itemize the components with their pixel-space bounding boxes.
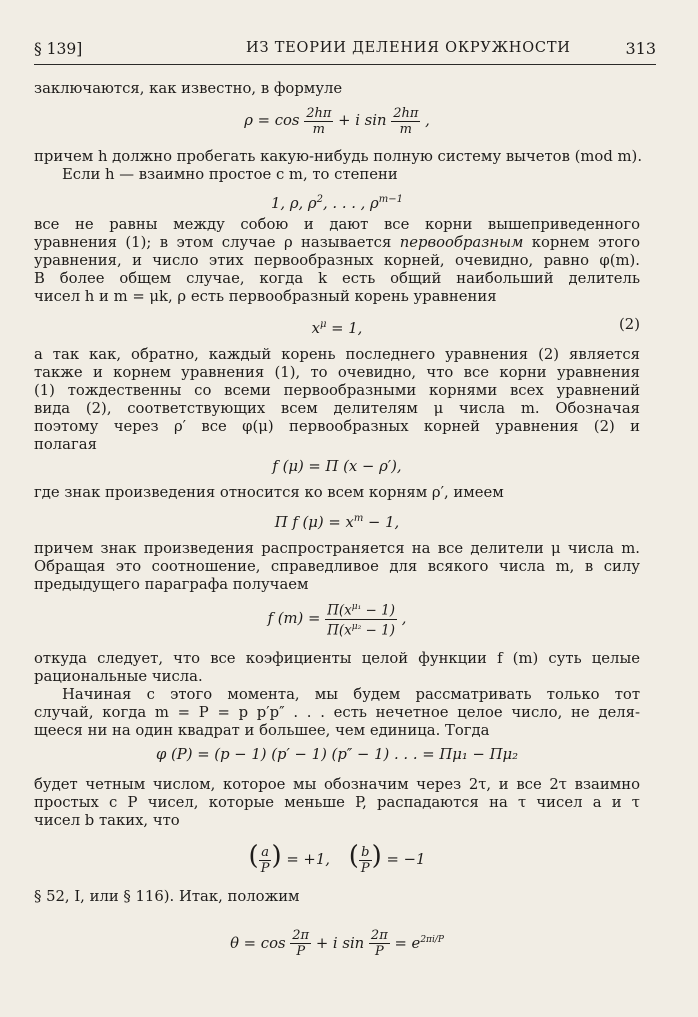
- text-line: уравнения (1); в этом случае ρ называется первообразным корнем этого: [34, 234, 640, 251]
- text-line: откуда следует, что все коэфициенты целой функции f (m) суть целые: [34, 650, 640, 667]
- text-line: простых с P чисел, которые меньше P, распадаются на τ чисел a и τ: [34, 794, 640, 811]
- text-line: где знак произведения относится ко всем корням ρ′, имеем: [34, 484, 504, 501]
- text-line: Начиная с этого момента, мы будем рассматривать только тот: [62, 686, 640, 703]
- text-line: (1) тождественны со всеми первообразными корнями всех уравнений: [34, 382, 640, 399]
- text-line: § 52, I, или § 116). Итак, положим: [34, 888, 300, 905]
- text-line: причем h должно пробегать какую-нибудь полную систему вычетов (mod m).: [34, 148, 643, 165]
- text-line: заключаются, как известно, в формуле: [34, 80, 343, 97]
- chapter-title: ИЗ ТЕОРИИ ДЕЛЕНИЯ ОКРУЖНОСТИ: [246, 40, 571, 56]
- formula-powers: 1, ρ, $\rho^2$, . . . , $\rho^{m-1}$: [271, 194, 403, 212]
- text-line: будет четным числом, которое мы обозначим через 2τ, и все 2τ взаимно: [34, 776, 640, 793]
- formula-legendre: ( $\frac{a}{P}$ ) = +1, ( $\frac{b}{P}$ ) = −1: [248, 841, 426, 876]
- text-line: полагая: [34, 436, 97, 453]
- text-line: причем знак произведения распространяется на все делители μ числа m.: [34, 540, 640, 557]
- text-line: чисел b таких, что: [34, 812, 180, 829]
- page-number: 313: [625, 39, 656, 58]
- text-line: В более общем случае, когда k есть общий наибольший делитель: [34, 270, 640, 287]
- formula-rho: ρ = cos $\frac{2h\pi}{m}$ + i sin $\frac{2h\pi}{m}$ ,: [244, 105, 430, 137]
- text-line: предыдущего параграфа получаем: [34, 576, 309, 593]
- formula-f-m: f (m) = $\frac{\Pi(x^{\mu_1} - 1)}{\Pi(x^{\mu_2} - 1)}$ ,: [267, 602, 407, 638]
- text-line: поэтому через ρ′ все φ(μ) первообразных корней уравнения (2) и: [34, 418, 640, 435]
- text-line: щееся ни на один квадрат и большее, чем единица. Тогда: [34, 722, 490, 739]
- text-line: все не равны между собою и дают все корни вышеприведенного: [34, 216, 640, 233]
- text-line: вида (2), соответствующих всем делителям μ числа m. Обозначая: [34, 400, 640, 417]
- formula-f-mu: f (μ) = Π (x − ρ′),: [272, 458, 402, 475]
- text-line: случай, когда m = P = p p′p″ . . . есть нечетное целое число, не деля-: [34, 704, 640, 721]
- text-line: чисел h и m = μk, ρ есть первообразный корень уравнения: [34, 288, 497, 305]
- text-line: рациональные числа.: [34, 668, 203, 685]
- text-line: также и корнем уравнения (1), то очевидно, что все корни уравнения: [34, 364, 640, 381]
- formula-phi-P: φ (P) = (p − 1) (p′ − 1) (p″ − 1) . . . = Πμ₁ − Πμ₂: [155, 746, 519, 763]
- text-line: Обращая это соотношение, справедливое для всякого числа m, в силу: [34, 558, 640, 575]
- running-header: [34, 36, 656, 65]
- section-number: § 139]: [34, 40, 83, 58]
- formula-x-mu: $x^\mu = 1$, (2): [311, 316, 640, 337]
- text-line: Если h — взаимно простое с m, то степени: [62, 166, 398, 183]
- equation-number: (2): [619, 316, 640, 333]
- formula-product: Π f $(\mu) = x^m - 1$,: [274, 513, 400, 531]
- text-line: а так как, обратно, каждый корень последнего уравнения (2) является: [34, 346, 640, 363]
- formula-theta: θ = cos $\frac{2\pi}{P}$ + i sin $\frac{2\pi}{P}$ = $e^{2\pi i/P}$: [230, 928, 444, 960]
- text-line: уравнения, и число этих первообразных корней, очевидно, равно φ(m).: [34, 252, 640, 269]
